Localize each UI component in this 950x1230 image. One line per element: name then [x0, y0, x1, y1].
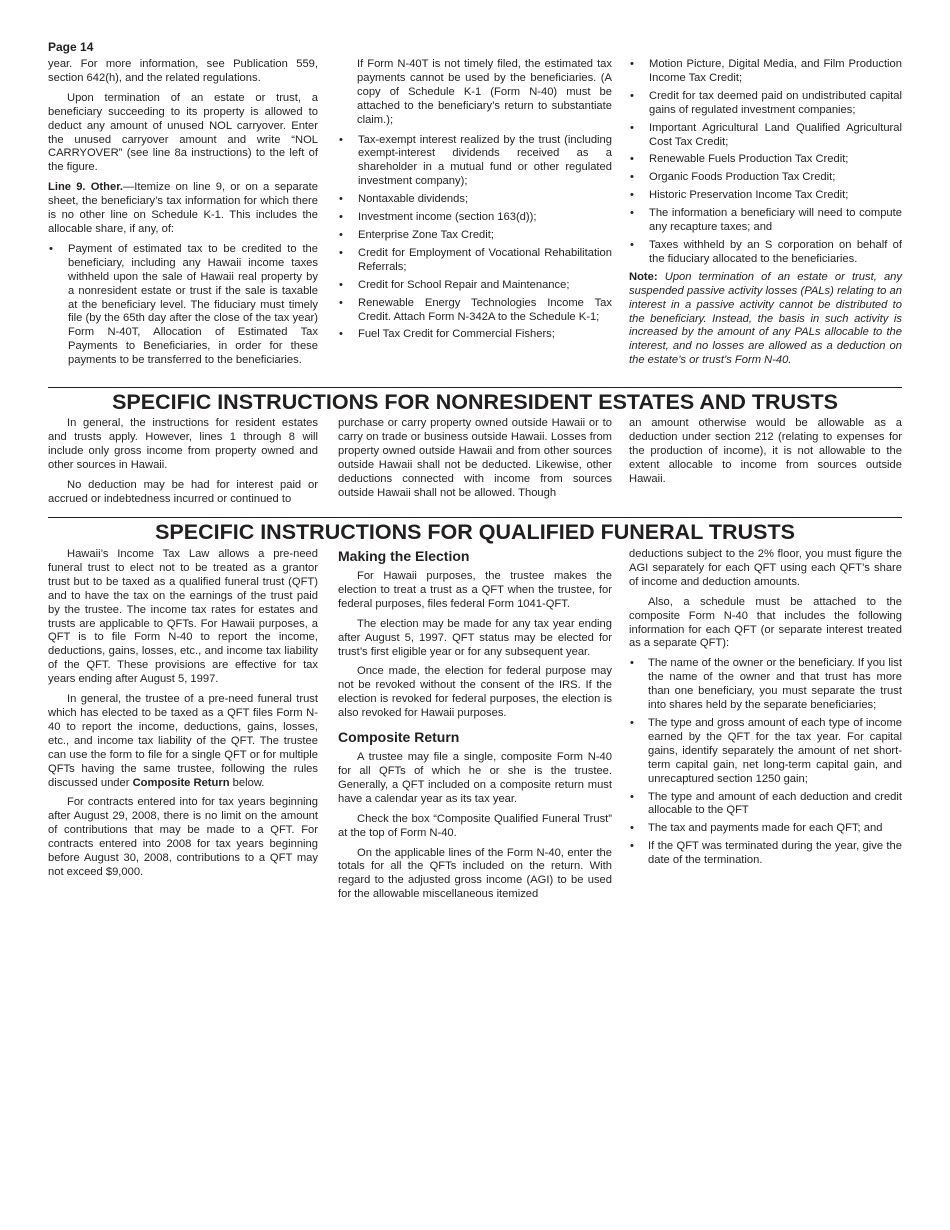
- section3-column-1: [48, 548, 318, 886]
- list-item: • If the QFT was terminated during the year, give the date of the termination.: [629, 840, 902, 868]
- list-item: • Enterprise Zone Tax Credit;: [338, 229, 612, 243]
- paragraph: Also, a schedule must be attached to the composite Form N-40 that includes the following information for each QFT (or separate interest treated as a separate QFT):: [629, 595, 902, 650]
- line-9-label: Line 9. Other.: [48, 181, 124, 194]
- list-item: • Motion Picture, Digital Media, and Film Production Income Tax Credit;: [629, 58, 902, 86]
- paragraph: In general, the instructions for resident estates and trusts apply. However, lines 1 through 8 will include only gross income from property owned and other sources in Hawaii.: [48, 417, 318, 471]
- list-item: • Credit for tax deemed paid on undistributed capital gains of regulated investment companies;: [629, 90, 902, 118]
- list-item: • Investment income (section 163(d));: [338, 211, 612, 225]
- paragraph: year. For more information, see Publication 559, section 642(h), and the related regulations.: [48, 58, 318, 84]
- list-item: • Renewable Fuels Production Tax Credit;: [629, 153, 902, 167]
- note-label: Note:: [629, 270, 658, 283]
- list-item: • Credit for School Repair and Maintenance;: [338, 279, 612, 293]
- text-run: In general, the trustee of a pre-need funeral trust which has elected to be taxed as a QFT files Form N-40 to report the income, deductions, gains, losses, etc., and income tax liability of the QFT. The trustee can use the form to file for a single QFT or for multiple QFTs having the same trustee, following the rules discussed under: [48, 693, 318, 789]
- bullet-list: [48, 243, 318, 368]
- paragraph: purchase or carry property owned outside Hawaii or to carry on trade or business outside Hawaii. Losses from property owned outside Hawaii and from other sources outside Hawaii shall not be deducted. Likewise, other deductions connected with income from sources outside Hawaii shall not be allowed. Though: [338, 417, 612, 499]
- section2-column-1: [48, 417, 318, 512]
- line-9-text: —Itemize on line 9, or on a separate sheet, the beneficiary’s tax information for which there is no other line on Schedule K-1. This includes the allocable share, if any, of:: [48, 181, 318, 235]
- section2-column-2: [338, 417, 612, 506]
- list-item: • Fuel Tax Credit for Commercial Fishers;: [338, 328, 612, 342]
- section-divider: [48, 387, 902, 388]
- list-item: • The name of the owner or the beneficiary. If you list the name of the owner and that trust has more than one beneficiary, you must separate the trust into shares held by the separate beneficiaries;: [629, 657, 902, 713]
- list-item: • Organic Foods Production Tax Credit;: [629, 171, 902, 185]
- list-item: • Payment of estimated tax to be credited to the beneficiary, including any Hawaii income taxes withheld upon the sale of Hawaii real property by a nonresident estate or trust if the sale is taxable at the beneficiary level. The fiduciary must timely file (by the 65th day after the close of the tax year) Form N-40T, Allocation of Estimated Tax Payments to Beneficiaries, in order for these payments to be transferred to the beneficiaries.: [48, 243, 318, 368]
- paragraph: For contracts entered into for tax years beginning after August 29, 2008, there is no limit on the amount of contributions that may be made to a QFT. For contracts entered into 2008 for tax years beginning before August 30, 2008, contributions to a QFT may not exceed $9,000.: [48, 796, 318, 878]
- text-run: below.: [229, 776, 265, 789]
- subheading-making-election: Making the Election: [338, 548, 470, 564]
- list-item: • Important Agricultural Land Qualified Agricultural Cost Tax Credit;: [629, 122, 902, 150]
- list-item: • Credit for Employment of Vocational Rehabilitation Referrals;: [338, 247, 612, 275]
- paragraph: Hawaii’s Income Tax Law allows a pre-need funeral trust to elect not to be treated as a grantor trust but to be taxed as a qualified funeral trust (QFT) and to have the tax on the earnings of the trust paid by the trustee. The income tax rates for estates and trusts are applicable to QFTs. For Hawaii purposes, a QFT is to file Form N-40 to report the income, deductions, gains, losses, etc., and income tax liability of the QFT. These provisions are effective for tax years ending after August 5, 1997.: [48, 548, 318, 686]
- paragraph: For Hawaii purposes, the trustee makes the election to treat a trust as a QFT when the trustee, for federal purposes, files federal Form 1041-QFT.: [338, 570, 612, 610]
- list-item: • The information a beneficiary will need to compute any recapture taxes; and: [629, 207, 902, 235]
- list-item: • Renewable Energy Technologies Income Tax Credit. Attach Form N-342A to the Schedule K-1;: [338, 297, 612, 325]
- paragraph: deductions subject to the 2% floor, you must figure the AGI separately for each QFT using each QFT’s share of income and deduction amounts.: [629, 548, 902, 588]
- paragraph: Upon termination of an estate or trust, a beneficiary succeeding to its property is allowed to deduct any amount of unused NOL carryover. Enter the unused carryover amount and write “NOL CARRYOVER” (see line 8a instructions) to the left of the figure.: [48, 91, 318, 174]
- list-item: • Tax-exempt interest realized by the trust (including exempt-interest dividends received as a shareholder in a mutual fund or other regulated investment company);: [338, 134, 612, 190]
- paragraph: Once made, the election for federal purpose may not be revoked without the consent of the IRS. If the election is revoked for federal purposes, the election is also revoked for Hawaii purposes.: [338, 665, 612, 720]
- paragraph: The election may be made for any tax year ending after August 5, 1997. QFT status may be elected for trust’s first eligible year or for any subsequent year.: [338, 617, 612, 658]
- paragraph: Check the box “Composite Qualified Funeral Trust” at the top of Form N-40.: [338, 812, 612, 839]
- list-item: • Historic Preservation Income Tax Credit;: [629, 189, 902, 203]
- list-item: • Nontaxable dividends;: [338, 193, 612, 207]
- section-heading-qft: SPECIFIC INSTRUCTIONS FOR QUALIFIED FUNERAL TRUSTS: [155, 520, 795, 544]
- section1-column-3: [629, 58, 902, 374]
- paragraph: an amount otherwise would be allowable as a deduction under section 212 (relating to expenses for the production of income), it is not allowable to the extent allocable to income from sources outside Hawaii.: [629, 417, 902, 485]
- paragraph: [48, 181, 318, 237]
- list-item: • The tax and payments made for each QFT; and: [629, 822, 902, 836]
- paragraph: A trustee may file a single, composite Form N-40 for all QFTs of which he or she is the trustee. Generally, a QFT included on a composite return must have a calendar year as its tax year.: [338, 751, 612, 805]
- list-item: • Taxes withheld by an S corporation on behalf of the fiduciary allocated to the beneficiaries.: [629, 239, 902, 267]
- note-paragraph: [629, 271, 902, 368]
- section3-column-2: [338, 548, 612, 908]
- bullet-list: [629, 657, 902, 868]
- bullet-list: [629, 58, 902, 267]
- section1-column-1: [48, 58, 318, 372]
- section-divider: [48, 517, 902, 518]
- paragraph: If Form N-40T is not timely filed, the estimated tax payments cannot be used by the beneficiaries. (A copy of Schedule K-1 (Form N-40) must be attached to the beneficiary’s return to substantiate claim.);: [357, 58, 612, 126]
- section2-column-3: [629, 417, 902, 493]
- list-item: • The type and gross amount of each type of income earned by the QFT for the tax year. For capital gains, identify separately the amount of net short-term capital gain, net long-term capital gain, and unrecaptured section 1250 gain;: [629, 717, 902, 787]
- section3-column-3: [629, 548, 902, 872]
- list-item: • The type and amount of each deduction and credit allocable to the QFT: [629, 791, 902, 819]
- section1-column-2: [338, 58, 612, 346]
- note-text: Upon termination of an estate or trust, any suspended passive activity losses (PALs) relating to an interest in a passive activity cannot be distributed to the beneficiary. Instead, the basis in such activity is increased by the amount of any PALs allocable to the interest, and no losses are allowed as a deduction on the estate’s or trust’s Form N-40.: [629, 270, 902, 367]
- paragraph: [48, 693, 318, 790]
- section-heading-nonresident: SPECIFIC INSTRUCTIONS FOR NONRESIDENT ESTATES AND TRUSTS: [112, 390, 838, 414]
- composite-return-reference: Composite Return: [132, 776, 230, 789]
- subheading-composite-return: Composite Return: [338, 729, 460, 746]
- paragraph: On the applicable lines of the Form N-40, enter the totals for all the QFTs included on the return. With regard to the adjusted gross income (AGI) to be used for the allowable miscellaneous itemized: [338, 846, 612, 901]
- paragraph: No deduction may be had for interest paid or accrued or indebtedness incurred or continued to: [48, 478, 318, 505]
- bullet-list: [338, 134, 612, 343]
- page-number: Page 14: [48, 40, 94, 54]
